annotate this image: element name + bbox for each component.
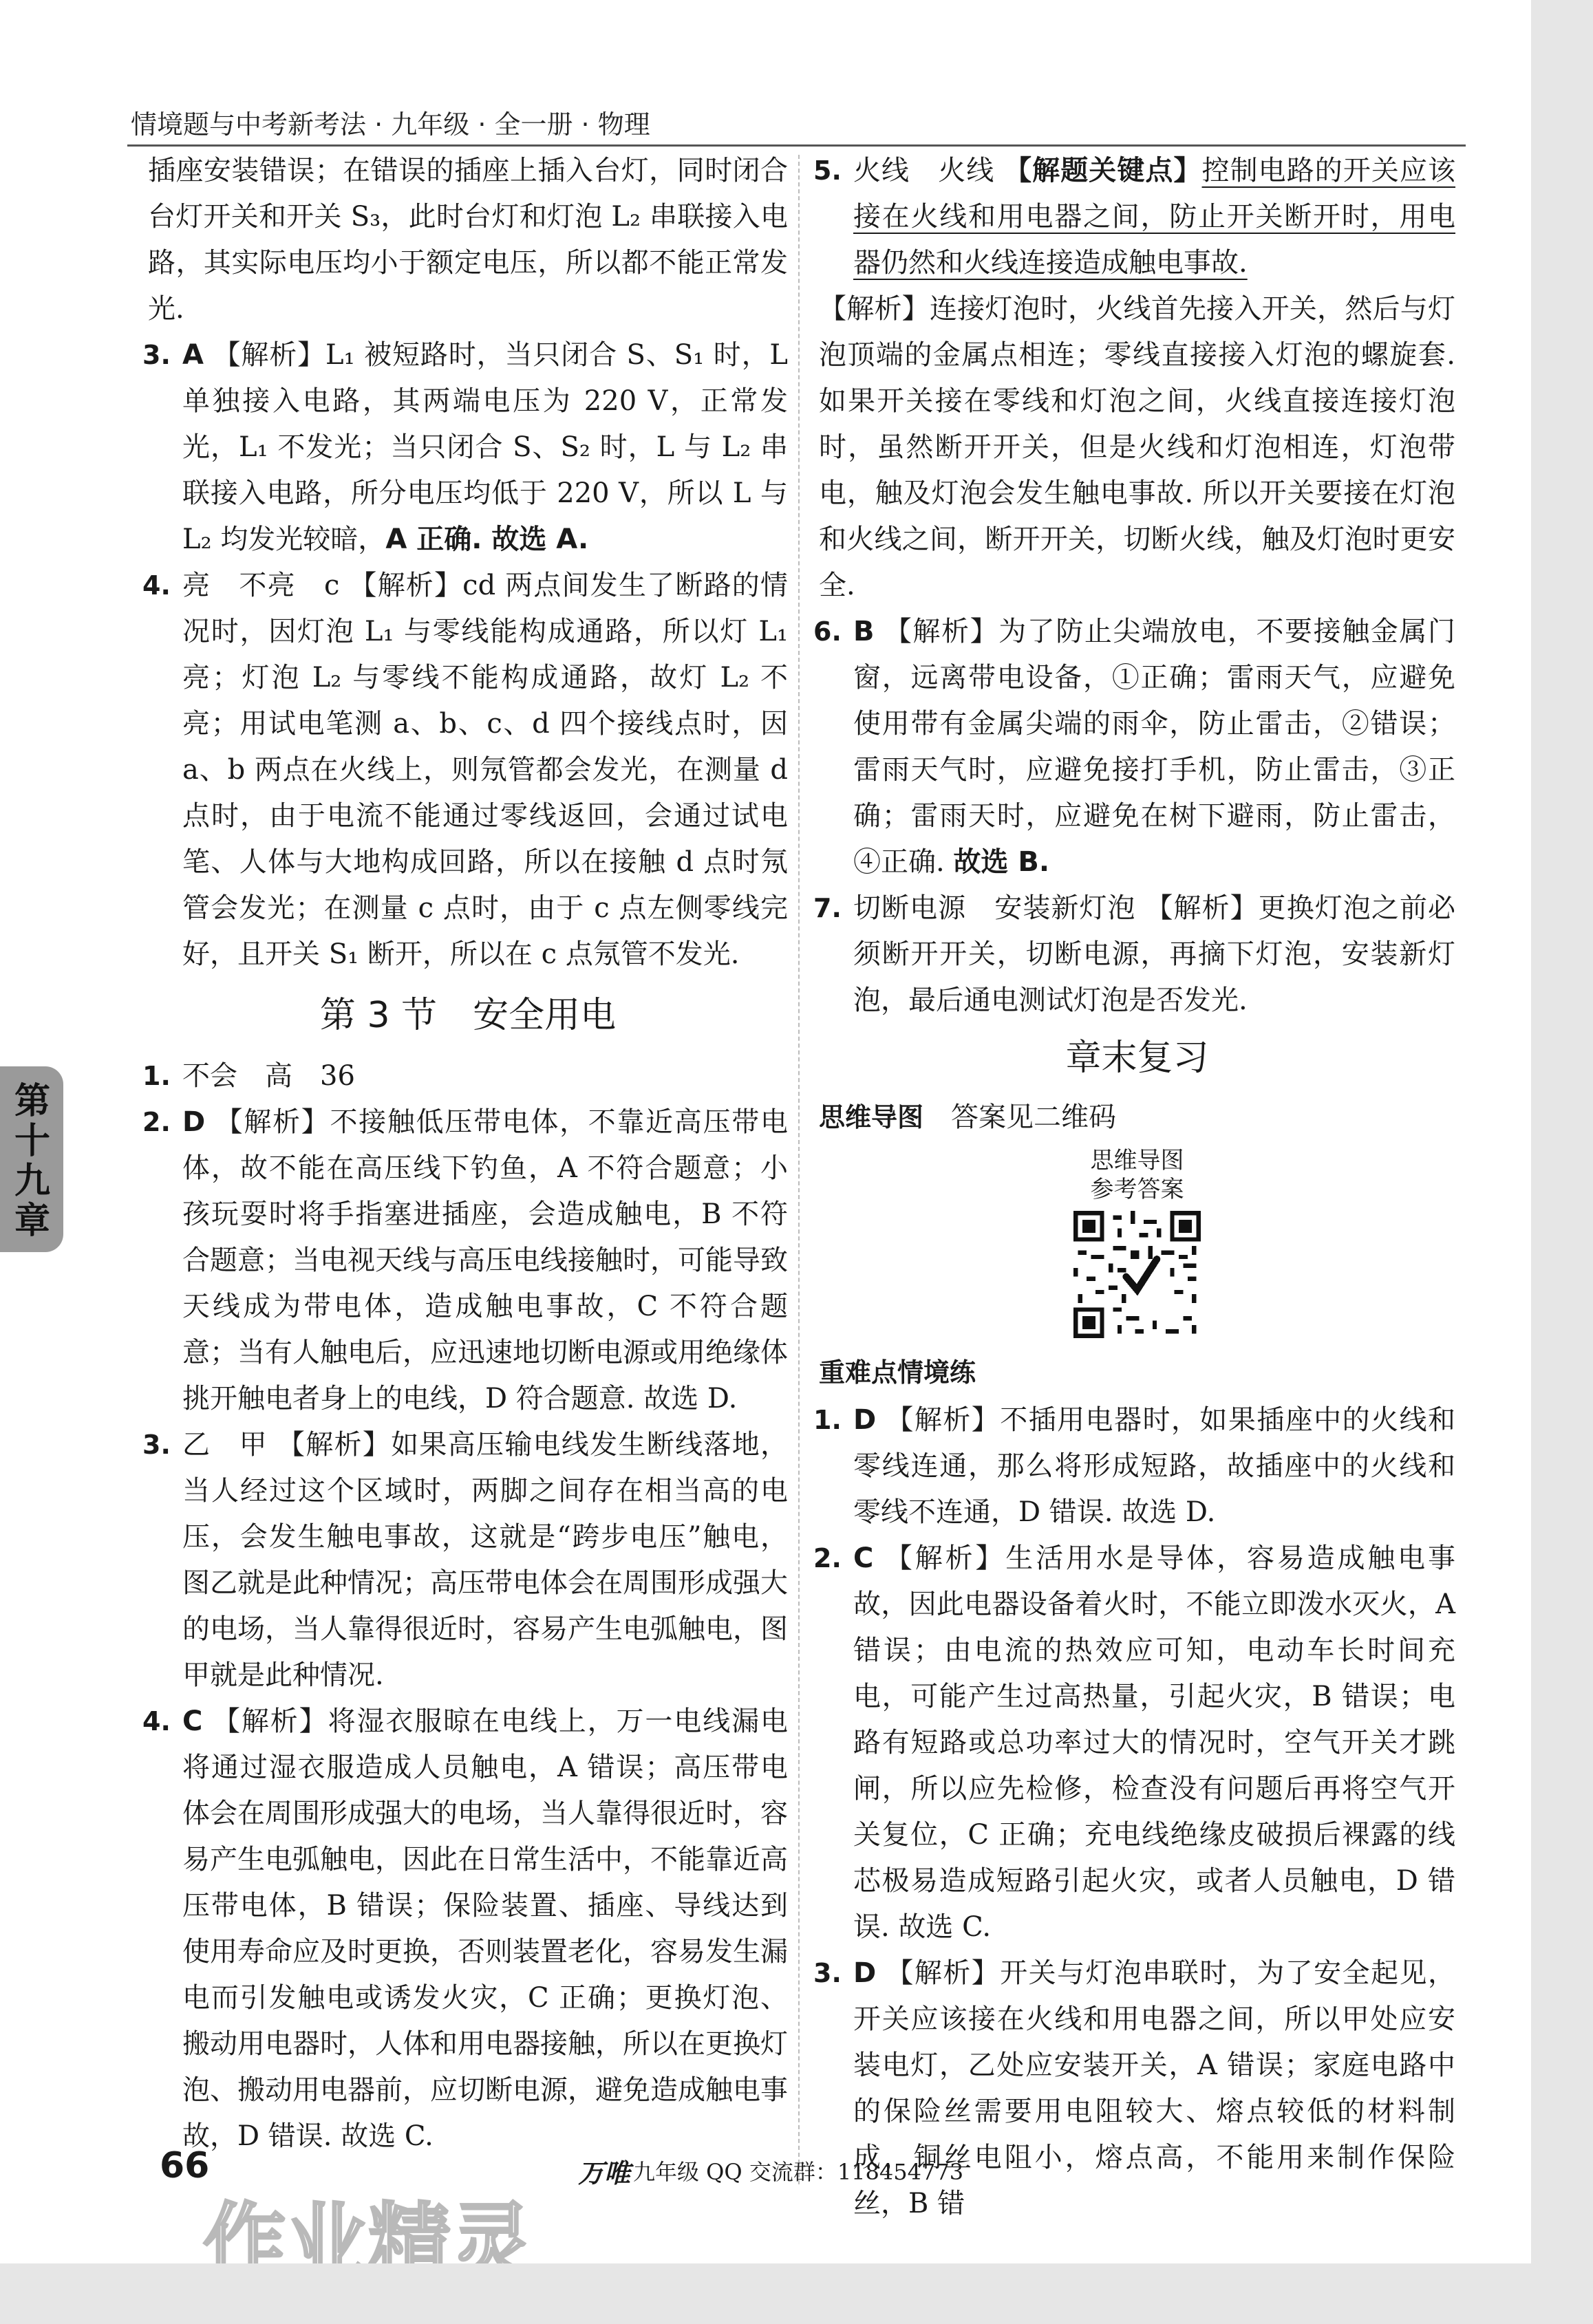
brand-logo: 万唯: [578, 2158, 631, 2188]
item-number: 7.: [813, 893, 842, 923]
mindmap-answer: 答案见二维码: [951, 1101, 1117, 1133]
answer: C: [853, 1542, 874, 1574]
answer-item-s2: [142, 1099, 788, 1422]
answer-item-3: [142, 332, 788, 563]
item-number: 6.: [813, 616, 842, 647]
mindmap-line: [819, 1093, 1455, 1142]
item-number: 3.: [142, 1430, 171, 1460]
watermark-text: 作业精灵: [203, 2195, 533, 2290]
answer: A: [182, 339, 204, 371]
answer-item-s4: [142, 1699, 789, 2160]
key-point-text: 控制电路的开关应该接在火线和用电器之间，防止开关断开时，用电器仍然和火线连接造成触电事故.: [853, 155, 1456, 279]
item-5-explanation: 【解析】连接灯泡时，火线首先接入开关，然后与灯泡顶端的金属点相连；零线直接接入灯泡的螺旋套. 如果开关接在零线和灯泡之间，火线直接连接灯泡时，虽然断开开关，但是火线和灯泡相连，灯泡带电，触及灯泡会发生触电事故. 所以开关要接在灯泡和火线之间，断开开关，切断火线，触及灯泡时更安全.: [819, 293, 1455, 601]
left-column: [142, 148, 789, 2160]
answer: B: [853, 616, 875, 647]
item-number: 2.: [142, 1107, 171, 1137]
explanation: 【解析】不接触低压带电体，不靠近高压带电体，故不能在高压线下钓鱼，A 不符合题意；小孩玩耍时将手指塞进插座，会造成触电，B 不符合题意；当电视天线与高压电线接触时，可能导致天线成为带电体，造成触电事故，C 不符合题意；当有人触电后，应迅速地切断电源或用绝缘体挑开触电者身上的电线，D 符合题意. 故选 D.: [182, 1106, 788, 1414]
item-number: 4.: [142, 570, 171, 601]
qr-code-icon[interactable]: [1073, 1211, 1201, 1338]
item-number: 2.: [813, 1543, 842, 1573]
section-title-review: 章末复习: [1065, 1037, 1209, 1079]
item-number: 1.: [142, 1061, 171, 1091]
subheading-drills: 重难点情境练: [819, 1357, 976, 1388]
answer: 切断电源 安装新灯泡: [853, 892, 1136, 924]
explanation: 【解析】不插用电器时，如果插座中的火线和零线连通，那么将形成短路，故插座中的火线和零线不连通，D 错误. 故选 D.: [853, 1404, 1455, 1528]
answer-item-6: [813, 609, 1456, 885]
answer: D: [182, 1106, 206, 1138]
header-rule: [127, 144, 1466, 147]
right-column: [813, 148, 1456, 2227]
chapter-tab: [0, 1066, 63, 1252]
item-number: 4.: [142, 1706, 171, 1736]
qr-caption-1: 思维导图: [1090, 1147, 1184, 1174]
answer-item-5: [813, 148, 1456, 286]
answer: 火线 火线: [853, 155, 995, 186]
key-point-label: 【解题关键点】: [1004, 155, 1202, 186]
answer-item-r2: [813, 1536, 1456, 1950]
answer-item-s3: [142, 1422, 789, 1699]
answer-item-s1: [142, 1053, 788, 1099]
item-number: 3.: [142, 340, 171, 370]
chapter-tab-label: 第十九章: [14, 1081, 50, 1242]
item-number: 3.: [813, 1958, 842, 1988]
answer: C: [182, 1706, 203, 1737]
qr-caption-2: 参考答案: [1090, 1176, 1184, 1203]
conclusion: A 正确. 故选 A.: [385, 524, 589, 555]
page-number: 66: [160, 2145, 210, 2186]
conclusion: 故选 B.: [953, 846, 1050, 878]
explanation: 【解析】如果高压输电线发生断线落地，当人经过这个区域时，两脚之间存在相当高的电压，会发生触电事故，这就是“跨步电压”触电，图乙就是此种情况；高压带电体会在周围形成强大的电场，当人靠得很近时，容易产生电弧触电，图甲就是此种情况.: [182, 1429, 789, 1691]
column-divider: [798, 155, 800, 2184]
answer: 不会 高 36: [182, 1060, 355, 1092]
answer-item-7: [813, 885, 1456, 1024]
explanation: 【解析】更换灯泡之前必须断开开关，切断电源，再摘下灯泡，安装新灯泡，最后通电测试灯泡是否发光.: [853, 892, 1456, 1016]
answer: 乙 甲: [182, 1429, 268, 1461]
mindmap-label: 思维导图: [819, 1102, 924, 1132]
answer: 亮 不亮 c: [182, 570, 340, 601]
item-number: 1.: [813, 1405, 842, 1435]
continued-paragraph: 插座安装错误；在错误的插座上插入台灯，同时闭合台灯开关和开关 S₃，此时台灯和灯泡 L₂ 串联接入电路，其实际电压均小于额定电压，所以都不能正常发光.: [148, 155, 788, 325]
answer-item-r1: [813, 1397, 1455, 1536]
footer-text: 九年级 QQ 交流群：118454773: [633, 2159, 964, 2185]
running-header: 情境题与中考新考法 · 九年级 · 全一册 · 物理: [131, 109, 650, 140]
explanation: 【解析】开关与灯泡串联时，为了安全起见，开关应该接在火线和用电器之间，所以甲处应安装电灯，乙处应安装开关，A 错误；家庭电路中的保险丝需要用电阻较大、熔点较低的材料制成，铜丝电阻小，熔点高，不能用来制作保险丝，B 错: [853, 1957, 1455, 2219]
explanation: 【解析】为了防止尖端放电，不要接触金属门窗，远离带电设备，①正确；雷雨天气，应避免使用带有金属尖端的雨伞，防止雷击，②错误；雷雨天气时，应避免接打手机，防止雷击，③正确；雷雨天时，应避免在树下避雨，防止雷击，④正确.: [853, 616, 1456, 878]
answer-item-4: [142, 563, 788, 978]
answer: D: [853, 1957, 877, 1989]
qr-block: [819, 1146, 1455, 1338]
explanation: 【解析】L₁ 被短路时，当只闭合 S、S₁ 时，L 单独接入电路，其两端电压为 220 V，正常发光，L₁ 不发光；当只闭合 S、S₂ 时，L 与 L₂ 串联接入电路，所分电压均低于 220 V，所以 L 与 L₂ 均发光较暗，: [182, 339, 788, 555]
watermark-logo-icon: [196, 2167, 554, 2290]
explanation: 【解析】生活用水是导体，容易造成触电事故，因此电器设备着火时，不能立即泼水灭火，A 错误；由电流的热效应可知，电动车长时间充电，可能产生过高热量，引起火灾，B 错误；电路有短路或总功率过大的情况时，空气开关才跳闸，所以应先检修，检查没有问题后再将空气开关复位，C 正确；充电线绝缘皮破损后裸露的线芯极易造成短路引起火灾，或者人员触电，D 错误. 故选 C.: [853, 1542, 1456, 1943]
explanation: 【解析】将湿衣服晾在电线上，万一电线漏电将通过湿衣服造成人员触电，A 错误；高压带电体会在周围形成强大的电场，当人靠得很近时，容易产生电弧触电，因此在日常生活中，不能靠近高压带电体，B 错误；保险装置、插座、导线达到使用寿命应及时更换，否则装置老化，容易发生漏电而引发触电或诱发火灾，C 正确；更换灯泡、搬动用电器时，人体和用电器接触，所以在更换灯泡、搬动用电器前，应切断电源，避免造成触电事故，D 错误. 故选 C.: [182, 1706, 789, 2152]
explanation: 【解析】cd 两点间发生了断路的情况时，因灯泡 L₁ 与零线能构成通路，所以灯 L₁ 亮；灯泡 L₂ 与零线不能构成通路，故灯 L₂ 不亮；用试电笔测 a、b、c、d 四个接线点时，因 a、b 两点在火线上，则氖管都会发光，在测量 d 点时，由于电流不能通过零线返回，会通过试电笔、人体与大地构成回路，所以在接触 d 点时氖管会发光；在测量 c 点时，由于 c 点左侧零线完好，且开关 S₁ 断开，所以在 c 点氖管不发光.: [182, 570, 788, 970]
item-number: 5.: [813, 155, 842, 186]
answer: D: [853, 1404, 877, 1436]
section-title: 第 3 节 安全用电: [319, 995, 617, 1036]
